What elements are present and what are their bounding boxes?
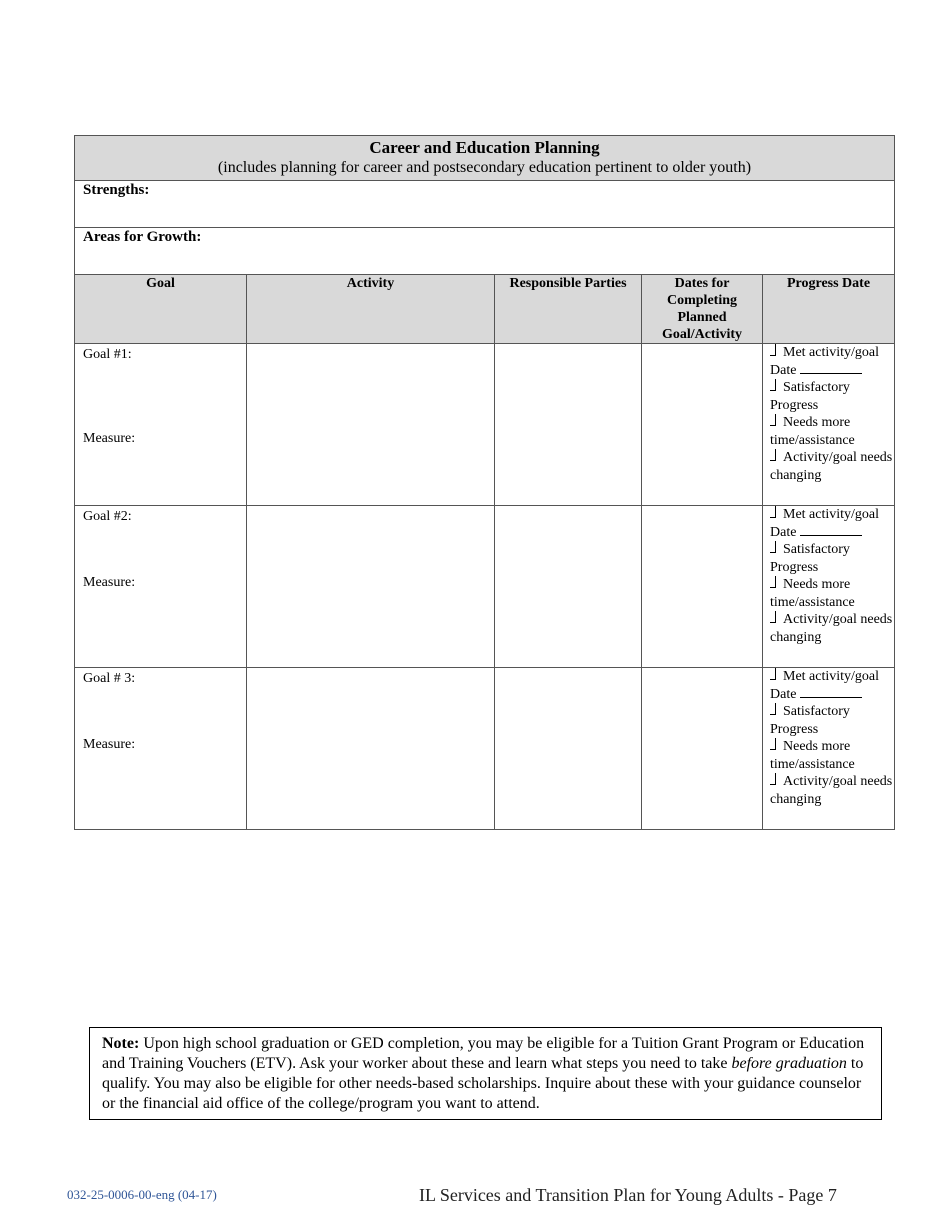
growth-label: Areas for Growth:	[83, 229, 202, 245]
table-row	[75, 668, 895, 830]
checkbox-icon[interactable]	[770, 611, 776, 623]
measure-label: Measure:	[83, 431, 136, 446]
date-blank[interactable]	[800, 535, 862, 536]
checkbox-icon[interactable]	[770, 703, 776, 715]
progress-cell	[763, 344, 895, 506]
measure-label: Measure:	[83, 575, 136, 590]
option-needs-more-label: Needs more time/assistance	[770, 739, 855, 772]
option-needs-more[interactable]	[770, 576, 894, 611]
checkbox-icon[interactable]	[770, 541, 776, 553]
responsible-cell[interactable]	[495, 506, 642, 668]
option-satisfactory-label: Satisfactory Progress	[770, 542, 850, 575]
option-changing[interactable]	[770, 611, 894, 646]
checkbox-icon[interactable]	[770, 449, 776, 461]
page-footer: IL Services and Transition Plan for Young Adults - Page 7	[419, 1185, 837, 1205]
option-met-label: Met activity/goal	[783, 507, 880, 522]
note-label: Note:	[102, 1035, 140, 1052]
goal-label: Goal #2:	[83, 509, 132, 524]
checkbox-icon[interactable]	[770, 414, 776, 426]
option-met[interactable]	[770, 344, 894, 362]
measure-label: Measure:	[83, 737, 136, 752]
checkbox-icon[interactable]	[770, 773, 776, 785]
note-box	[89, 1027, 882, 1120]
option-needs-more-label: Needs more time/assistance	[770, 577, 855, 610]
col-responsible: Responsible Parties	[495, 275, 642, 344]
goal-label: Goal # 3:	[83, 671, 136, 686]
checkbox-icon[interactable]	[770, 379, 776, 391]
section-title: Career and Education Planning	[369, 138, 600, 157]
option-met-label: Met activity/goal	[783, 669, 880, 684]
table-row	[75, 506, 895, 668]
section-header	[75, 136, 895, 181]
section-subtitle: (includes planning for career and postsecondary education pertinent to older youth)	[217, 159, 752, 176]
note-emphasis: before graduation	[731, 1055, 847, 1072]
option-met[interactable]	[770, 506, 894, 524]
col-goal: Goal	[75, 275, 247, 344]
checkbox-icon[interactable]	[770, 506, 776, 518]
strengths-label: Strengths:	[83, 182, 150, 198]
date-label: Date	[770, 686, 797, 702]
goal-cell[interactable]	[75, 506, 247, 668]
goal-cell[interactable]	[75, 344, 247, 506]
col-activity: Activity	[247, 275, 495, 344]
date-label: Date	[770, 362, 797, 378]
option-changing-label: Activity/goal needs changing	[770, 450, 893, 483]
option-needs-more-label: Needs more time/assistance	[770, 415, 855, 448]
option-satisfactory[interactable]	[770, 541, 894, 576]
checkbox-icon[interactable]	[770, 344, 776, 356]
progress-cell	[763, 668, 895, 830]
goal-label: Goal #1:	[83, 347, 132, 362]
col-dates: Dates for Completing Planned Goal/Activity	[642, 275, 763, 344]
date-blank[interactable]	[800, 697, 862, 698]
date-blank[interactable]	[800, 373, 862, 374]
checkbox-icon[interactable]	[770, 576, 776, 588]
date-line[interactable]	[770, 362, 894, 380]
option-satisfactory[interactable]	[770, 379, 894, 414]
dates-cell[interactable]	[642, 506, 763, 668]
date-line[interactable]	[770, 686, 894, 704]
checkbox-icon[interactable]	[770, 738, 776, 750]
dates-cell[interactable]	[642, 344, 763, 506]
option-satisfactory-label: Satisfactory Progress	[770, 704, 850, 737]
note-text-2: to qualify. You may also be eligible for other needs-based scholarships. Inquire about these with your guidance counselor or the financial aid office of the college/program you want to attend.	[102, 1055, 864, 1112]
strengths-field[interactable]	[75, 181, 895, 228]
option-changing-label: Activity/goal needs changing	[770, 774, 893, 807]
option-satisfactory-label: Satisfactory Progress	[770, 380, 850, 413]
option-satisfactory[interactable]	[770, 703, 894, 738]
activity-cell[interactable]	[247, 506, 495, 668]
note-text-1: Upon high school graduation or GED completion, you may be eligible for a Tuition Grant Program or Education and Training Vouchers (ETV). Ask your worker about these and learn what steps you need to take	[102, 1035, 865, 1072]
col-progress: Progress Date	[763, 275, 895, 344]
option-changing[interactable]	[770, 449, 894, 484]
responsible-cell[interactable]	[495, 344, 642, 506]
responsible-cell[interactable]	[495, 668, 642, 830]
option-met[interactable]	[770, 668, 894, 686]
goal-cell[interactable]	[75, 668, 247, 830]
checkbox-icon[interactable]	[770, 668, 776, 680]
growth-field[interactable]	[75, 228, 895, 275]
option-needs-more[interactable]	[770, 738, 894, 773]
date-line[interactable]	[770, 524, 894, 542]
progress-cell	[763, 506, 895, 668]
dates-cell[interactable]	[642, 668, 763, 830]
activity-cell[interactable]	[247, 344, 495, 506]
table-row	[75, 344, 895, 506]
option-changing[interactable]	[770, 773, 894, 808]
date-label: Date	[770, 524, 797, 540]
career-education-table	[74, 135, 895, 830]
form-code: 032-25-0006-00-eng (04-17)	[67, 1187, 217, 1202]
option-needs-more[interactable]	[770, 414, 894, 449]
activity-cell[interactable]	[247, 668, 495, 830]
option-met-label: Met activity/goal	[783, 345, 880, 360]
option-changing-label: Activity/goal needs changing	[770, 612, 893, 645]
